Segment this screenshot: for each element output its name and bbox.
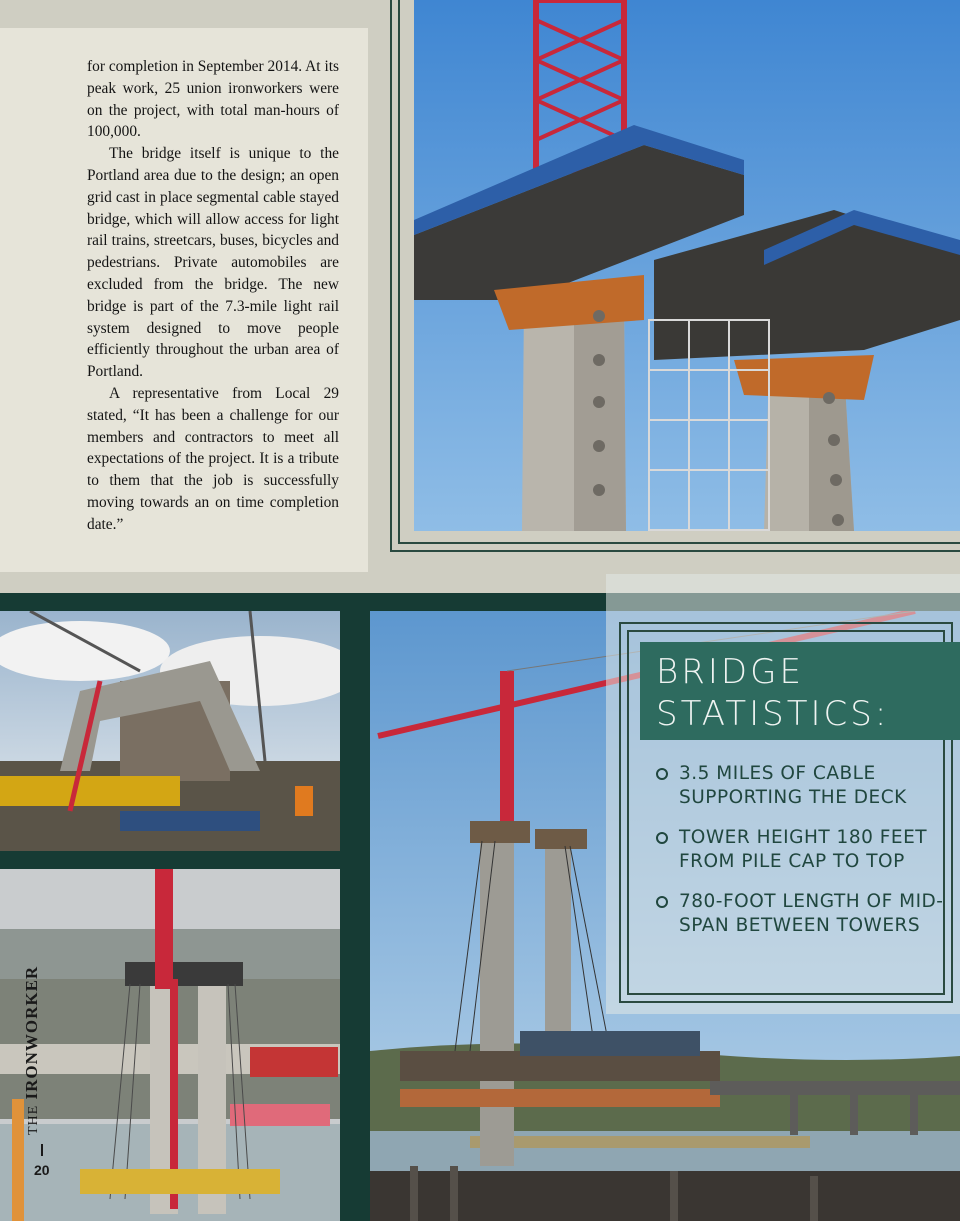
circle-bullet-icon [656, 768, 668, 780]
magazine-title-name: IRONWORKER [22, 965, 41, 1100]
folio-rule [41, 1144, 43, 1156]
magazine-title-the: THE [26, 1104, 41, 1135]
divider-row [0, 851, 340, 869]
article-paragraph-3: A representative from Local 29 stated, “It has been a challenge for our members and contractors to meet all expectations of the project. It is a tribute to them that the job is successfully moving towards an on time completion date.” [87, 384, 339, 533]
circle-bullet-icon [656, 832, 668, 844]
stats-list [656, 762, 946, 954]
stats-heading-line-1: BRIDGE [656, 652, 804, 692]
stats-heading-line-2: STATISTICS: [656, 694, 890, 734]
circle-bullet-icon [656, 896, 668, 908]
page-number: 20 [34, 1162, 50, 1178]
article-paragraph-2: The bridge itself is unique to the Portland area due to the design; an open grid cast in place segmental cable stayed bridge, which will allow access for light rail trains, streetcars, buses, bicycles and pedestrians. Private automobiles are excluded from the bridge. The new bridge is part of the 7.3-mile light rail system designed to move people efficiently throughout the urban area of Portland. [87, 145, 339, 381]
article-paragraph-1: for completion in September 2014. At its peak work, 25 union ironworkers were on the project, with total man-hours of 100,000. [87, 58, 339, 141]
stats-item-text: 780-FOOT LENGTH OF MID-SPAN BETWEEN TOWERS [679, 891, 944, 936]
stats-item-text: 3.5 MILES OF CABLE SUPPORTING THE DECK [679, 763, 907, 808]
stats-item [656, 826, 946, 874]
divider-column [340, 593, 370, 1221]
stats-item [656, 890, 946, 938]
stats-heading [656, 651, 956, 735]
photo-construction-yard [0, 611, 340, 851]
photo-tower-river [0, 869, 340, 1221]
stats-item [656, 762, 946, 810]
article-body [87, 56, 339, 536]
magazine-title [22, 955, 50, 1135]
photo-tower-tops [414, 0, 960, 531]
stats-item-text: TOWER HEIGHT 180 FEET FROM PILE CAP TO TOP [679, 827, 928, 872]
